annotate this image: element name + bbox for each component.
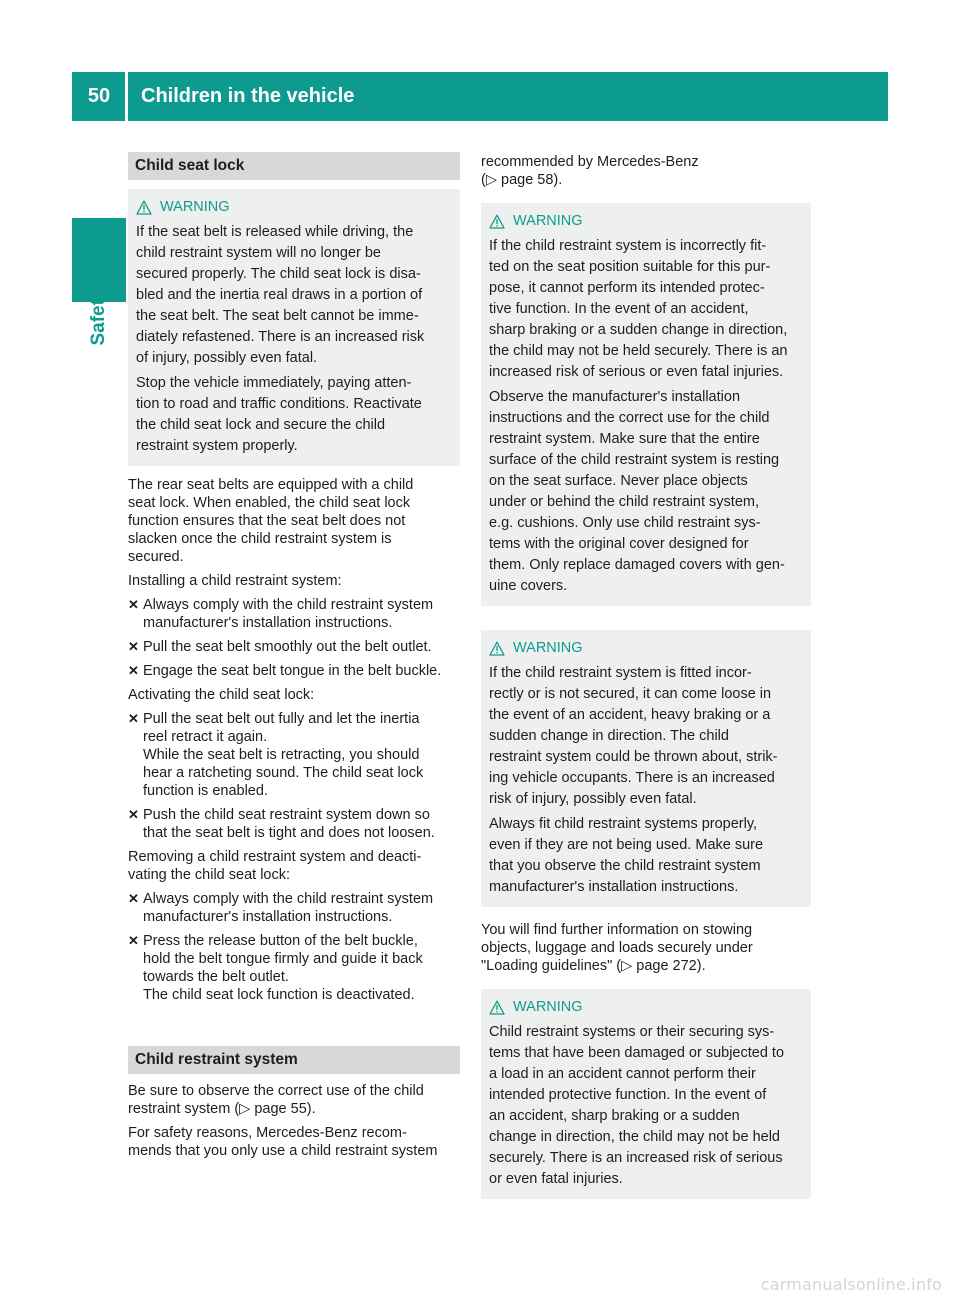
text-line: slacken once the child restraint system is — [128, 531, 392, 547]
text-line: tive function. In the event of an accident, — [489, 301, 749, 317]
text-line: intended protective function. In the event of — [489, 1087, 767, 1103]
step-marker-icon: ✕ — [128, 597, 139, 612]
text-line: objects, luggage and loads securely under — [481, 940, 753, 956]
header-divider — [125, 72, 128, 121]
text-line: diately refastened. There is an increased risk — [136, 329, 425, 345]
text-line: Observe the manufacturer's installation — [489, 389, 741, 405]
warning-title-text: WARNING — [513, 213, 583, 229]
warning-paragraph — [489, 387, 803, 597]
text-line: If the child restraint system is fitted incor- — [489, 665, 752, 681]
text-line: an accident, sharp braking or a sudden — [489, 1108, 740, 1124]
step-text — [143, 806, 460, 842]
warning-box — [128, 189, 460, 466]
step-text — [143, 596, 460, 632]
text-line: "Loading guidelines" (▷ page 272). — [481, 958, 706, 974]
text-line: that the seat belt is tight and does not loosen. — [143, 825, 435, 841]
text-line: tems that have been damaged or subjected to — [489, 1045, 785, 1061]
text-line: the child seat lock and secure the child — [136, 417, 386, 433]
text-line: tems with the original cover designed for — [489, 536, 749, 552]
text-line: them. Only replace damaged covers with gen- — [489, 557, 785, 573]
text-line: sudden change in direction. The child — [489, 728, 729, 744]
text-line: instructions and the correct use for the child — [489, 410, 770, 426]
step-marker-icon: ✕ — [128, 711, 139, 726]
text-line: reel retract it again. — [143, 729, 268, 745]
text-line: towards the belt outlet. — [143, 969, 289, 985]
warning-title — [136, 198, 452, 216]
crs-paragraph-2 — [128, 1124, 460, 1160]
text-line: Always comply with the child restraint system — [143, 891, 434, 907]
removing-label — [128, 848, 460, 884]
warning-box — [481, 989, 811, 1199]
warning-title — [489, 998, 803, 1016]
warning-title-text: WARNING — [160, 199, 230, 215]
removing-steps — [128, 890, 460, 1004]
right-column — [481, 153, 811, 1199]
activating-label: Activating the child seat lock: — [128, 687, 315, 703]
step-text — [143, 662, 460, 680]
text-line: Press the release button of the belt buckle, — [143, 933, 418, 949]
warning-title-text: WARNING — [513, 999, 583, 1015]
step-item — [128, 890, 460, 926]
text-line: even if they are not being used. Make sure — [489, 837, 764, 853]
section-title-child-seat-lock: Child seat lock — [128, 152, 460, 180]
text-line: rectly or is not secured, it can come loose in — [489, 686, 772, 702]
warning-paragraph — [489, 663, 803, 810]
warning-title — [489, 639, 803, 657]
text-line: change in direction, the child may not be held — [489, 1129, 780, 1145]
step-item — [128, 932, 460, 1004]
text-line: on the seat surface. Never place objects — [489, 473, 748, 489]
text-line: Stop the vehicle immediately, paying atten- — [136, 375, 412, 391]
text-line: Push the child seat restraint system down so — [143, 807, 430, 823]
text-line: surface of the child restraint system is resting — [489, 452, 780, 468]
text-line: If the seat belt is released while driving, the — [136, 224, 414, 240]
step-item — [128, 662, 460, 680]
text-line: a load in an accident cannot perform their — [489, 1066, 756, 1082]
warning-paragraph — [136, 373, 452, 457]
warning-box — [481, 203, 811, 606]
text-line: You will find further information on stowing — [481, 922, 753, 938]
text-line: child restraint system will no longer be — [136, 245, 381, 261]
text-line: risk of injury, possibly even fatal. — [489, 791, 697, 807]
warning-paragraph — [489, 814, 803, 898]
warning-title — [489, 212, 803, 230]
warning-box — [481, 630, 811, 907]
step-item — [128, 596, 460, 632]
step-marker-icon: ✕ — [128, 807, 139, 822]
text-line: Engage the seat belt tongue in the belt buckle. — [143, 663, 442, 679]
text-line: e.g. cushions. Only use child restraint sys- — [489, 515, 761, 531]
text-line: Always comply with the child restraint system — [143, 597, 434, 613]
text-line: For safety reasons, Mercedes-Benz recom- — [128, 1125, 407, 1141]
text-line: restraint system. Make sure that the entire — [489, 431, 760, 447]
text-line: The child seat lock function is deactivated. — [143, 987, 415, 1003]
text-line: bled and the inertia real draws in a portion of — [136, 287, 423, 303]
step-item — [128, 710, 460, 800]
text-line: manufacturer's installation instructions. — [143, 909, 393, 925]
page-number: 50 — [87, 85, 111, 107]
installing-steps — [128, 596, 460, 680]
warning-triangle-icon — [136, 200, 152, 215]
step-text — [143, 710, 460, 800]
warning-triangle-icon — [489, 1000, 505, 1015]
text-line: the child may not be held securely. There is an — [489, 343, 788, 359]
text-line: hear a ratcheting sound. The child seat lock — [143, 765, 424, 781]
text-line: ted on the seat position suitable for this pur- — [489, 259, 771, 275]
stowing-paragraph — [481, 921, 811, 975]
warning-title-text: WARNING — [513, 640, 583, 656]
text-line: restraint system (▷ page 55). — [128, 1101, 316, 1117]
text-line: Always fit child restraint systems properly, — [489, 816, 758, 832]
text-line: sharp braking or a sudden change in direction, — [489, 322, 788, 338]
warning-paragraph — [136, 222, 452, 369]
step-item — [128, 806, 460, 842]
text-line: manufacturer's installation instructions. — [489, 879, 739, 895]
left-column — [128, 152, 460, 1160]
text-line: recommended by Mercedes-Benz — [481, 154, 699, 170]
text-line: vating the child seat lock: — [128, 867, 291, 883]
side-tab-label-wrap — [88, 288, 121, 346]
activating-steps — [128, 710, 460, 842]
text-line: restraint system could be thrown about, strik- — [489, 749, 778, 765]
step-marker-icon: ✕ — [128, 891, 139, 906]
text-line: ing vehicle occupants. There is an increased — [489, 770, 775, 786]
text-line: function ensures that the seat belt does not — [128, 513, 406, 529]
text-line: securely. There is an increased risk of serious — [489, 1150, 783, 1166]
text-line: While the seat belt is retracting, you should — [143, 747, 420, 763]
side-tab-label: Safety — [88, 288, 109, 346]
watermark: carmanualsonline.info — [760, 1275, 942, 1294]
text-line: of injury, possibly even fatal. — [136, 350, 318, 366]
text-line: mends that you only use a child restraint system — [128, 1143, 438, 1159]
step-text — [143, 932, 460, 1004]
text-line: the seat belt. The seat belt cannot be imme- — [136, 308, 419, 324]
text-line: uine covers. — [489, 578, 568, 594]
text-line: If the child restraint system is incorrectly fit- — [489, 238, 767, 254]
text-line: increased risk of serious or even fatal injuries. — [489, 364, 784, 380]
step-marker-icon: ✕ — [128, 933, 139, 948]
text-line: hold the belt tongue firmly and guide it back — [143, 951, 423, 967]
continued-paragraph — [481, 153, 811, 189]
warning-paragraph — [489, 1022, 803, 1190]
chapter-title: Children in the vehicle — [141, 85, 355, 107]
text-line: manufacturer's installation instructions. — [143, 615, 393, 631]
warning-triangle-icon — [489, 214, 505, 229]
step-marker-icon: ✕ — [128, 663, 139, 678]
text-line: the event of an accident, heavy braking or a — [489, 707, 771, 723]
text-line: The rear seat belts are equipped with a child — [128, 477, 414, 493]
text-line: Pull the seat belt smoothly out the belt outlet. — [143, 639, 432, 655]
text-line: function is enabled. — [143, 783, 268, 799]
installing-label: Installing a child restraint system: — [128, 573, 342, 589]
text-line: or even fatal injuries. — [489, 1171, 623, 1187]
text-line: secured. — [128, 549, 184, 565]
warning-paragraph — [489, 236, 803, 383]
text-line: pose, it cannot perform its intended protec- — [489, 280, 765, 296]
text-line: that you observe the child restraint system — [489, 858, 761, 874]
text-line: restraint system properly. — [136, 438, 298, 454]
text-line: (▷ page 58). — [481, 172, 563, 188]
text-line: secured properly. The child seat lock is disa- — [136, 266, 421, 282]
step-text — [143, 890, 460, 926]
step-marker-icon: ✕ — [128, 639, 139, 654]
step-text — [143, 638, 460, 656]
crs-paragraph-1 — [128, 1082, 460, 1118]
section-title-child-restraint-system: Child restraint system — [128, 1046, 460, 1074]
text-line: Pull the seat belt out fully and let the inertia — [143, 711, 420, 727]
text-line: Removing a child restraint system and deacti- — [128, 849, 422, 865]
text-line: under or behind the child restraint system, — [489, 494, 759, 510]
text-line: seat lock. When enabled, the child seat lock — [128, 495, 411, 511]
step-item — [128, 638, 460, 656]
text-line: Child restraint systems or their securing sys- — [489, 1024, 775, 1040]
intro-paragraph — [128, 476, 460, 566]
warning-triangle-icon — [489, 641, 505, 656]
text-line: tion to road and traffic conditions. Reactivate — [136, 396, 422, 412]
text-line: Be sure to observe the correct use of the child — [128, 1083, 424, 1099]
